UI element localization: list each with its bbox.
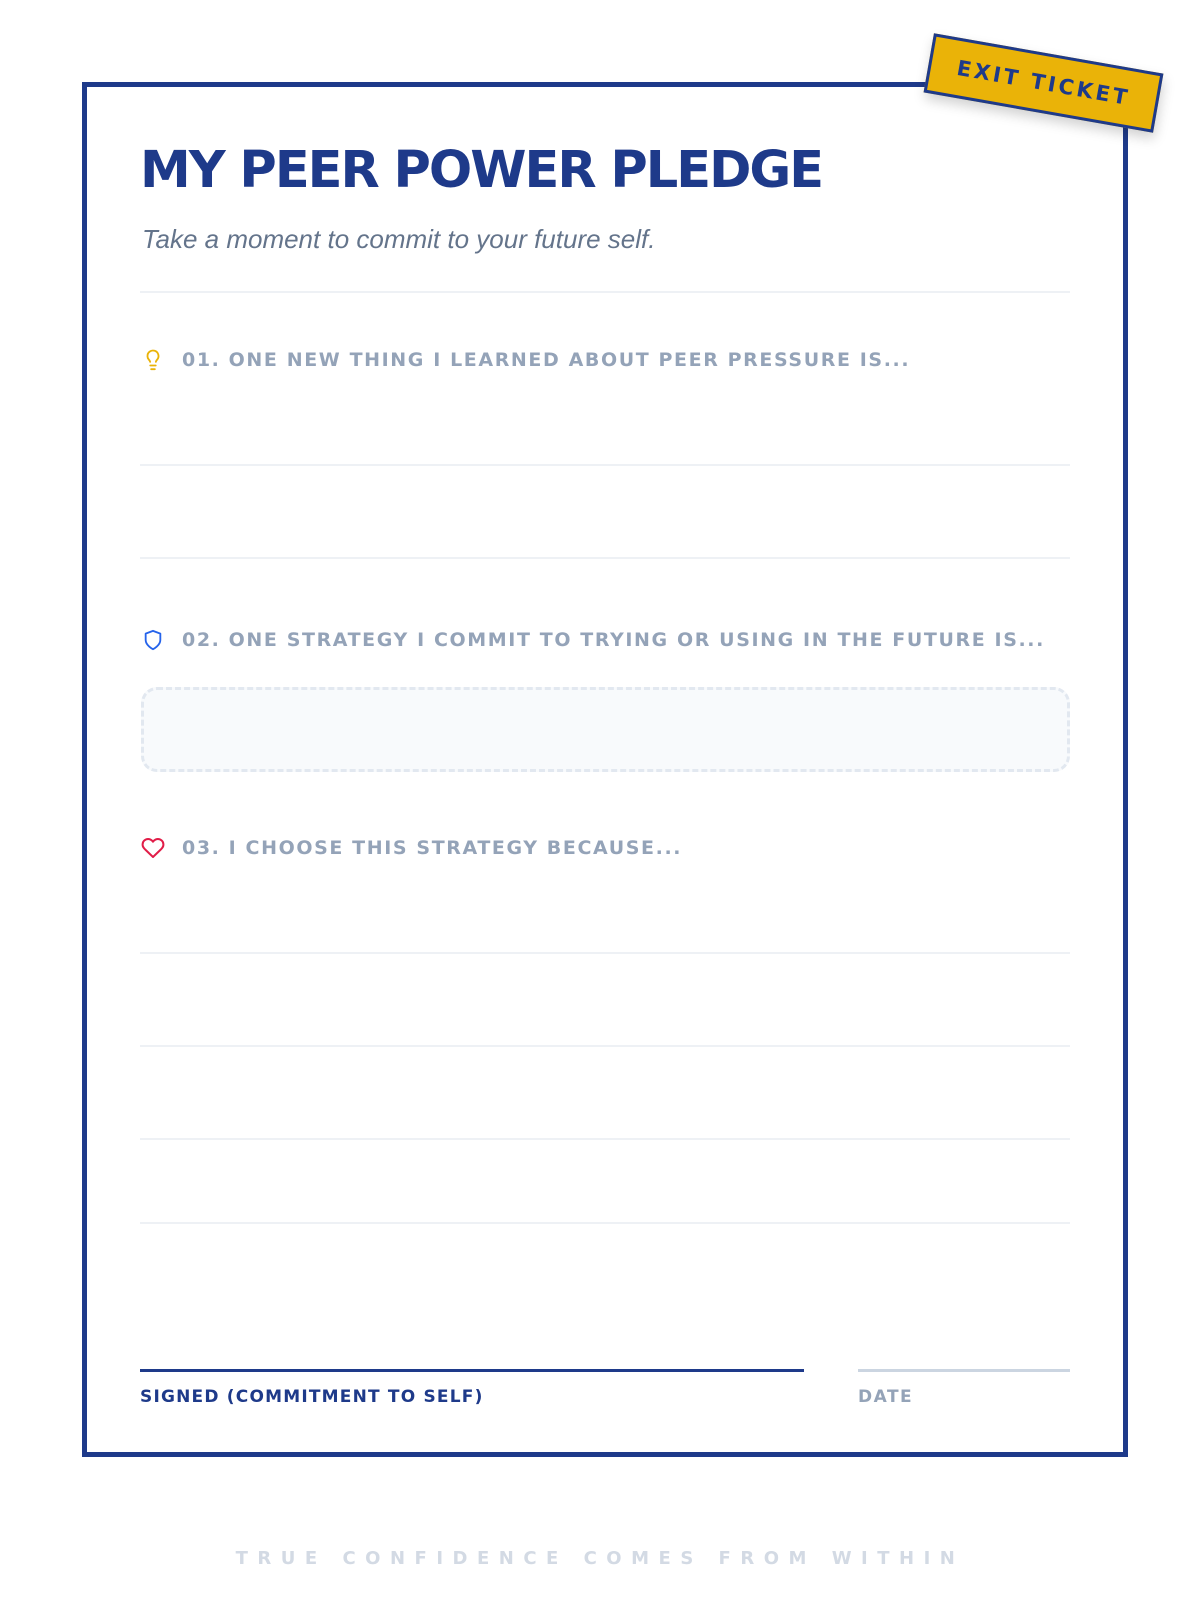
question-2-label-row: [140, 626, 1045, 654]
strategy-answer-box[interactable]: [141, 687, 1070, 772]
date-label: DATE: [858, 1387, 914, 1407]
answer-line-3d[interactable]: [140, 1222, 1070, 1224]
footer-tagline: TRUE CONFIDENCE COMES FROM WITHIN: [235, 1548, 965, 1569]
exit-ticket-label: EXIT TICKET: [954, 55, 1132, 111]
question-2-label: 02. ONE STRATEGY I COMMIT TO TRYING OR USING IN THE FUTURE IS...: [182, 629, 1045, 651]
answer-line-3c[interactable]: [140, 1138, 1070, 1140]
page-title: MY PEER POWER PLEDGE: [140, 141, 823, 200]
question-1-label: 01. ONE NEW THING I LEARNED ABOUT PEER PRESSURE IS...: [182, 349, 911, 371]
header-divider: [140, 291, 1070, 293]
heart-icon: [140, 834, 166, 862]
answer-line-3b[interactable]: [140, 1045, 1070, 1047]
question-1-label-row: [140, 346, 910, 374]
shield-icon: [140, 626, 166, 654]
page-subtitle: Take a moment to commit to your future self.: [142, 224, 656, 254]
signature-line[interactable]: [140, 1369, 804, 1372]
signature-label: SIGNED (COMMITMENT TO SELF): [140, 1387, 484, 1407]
answer-line-1a[interactable]: [140, 464, 1070, 466]
date-line[interactable]: [858, 1369, 1070, 1372]
lightbulb-icon: [140, 346, 166, 374]
question-3-label-row: [140, 834, 682, 862]
answer-line-1b[interactable]: [140, 557, 1070, 559]
question-3-label: 03. I CHOOSE THIS STRATEGY BECAUSE...: [182, 837, 683, 859]
answer-line-3a[interactable]: [140, 952, 1070, 954]
